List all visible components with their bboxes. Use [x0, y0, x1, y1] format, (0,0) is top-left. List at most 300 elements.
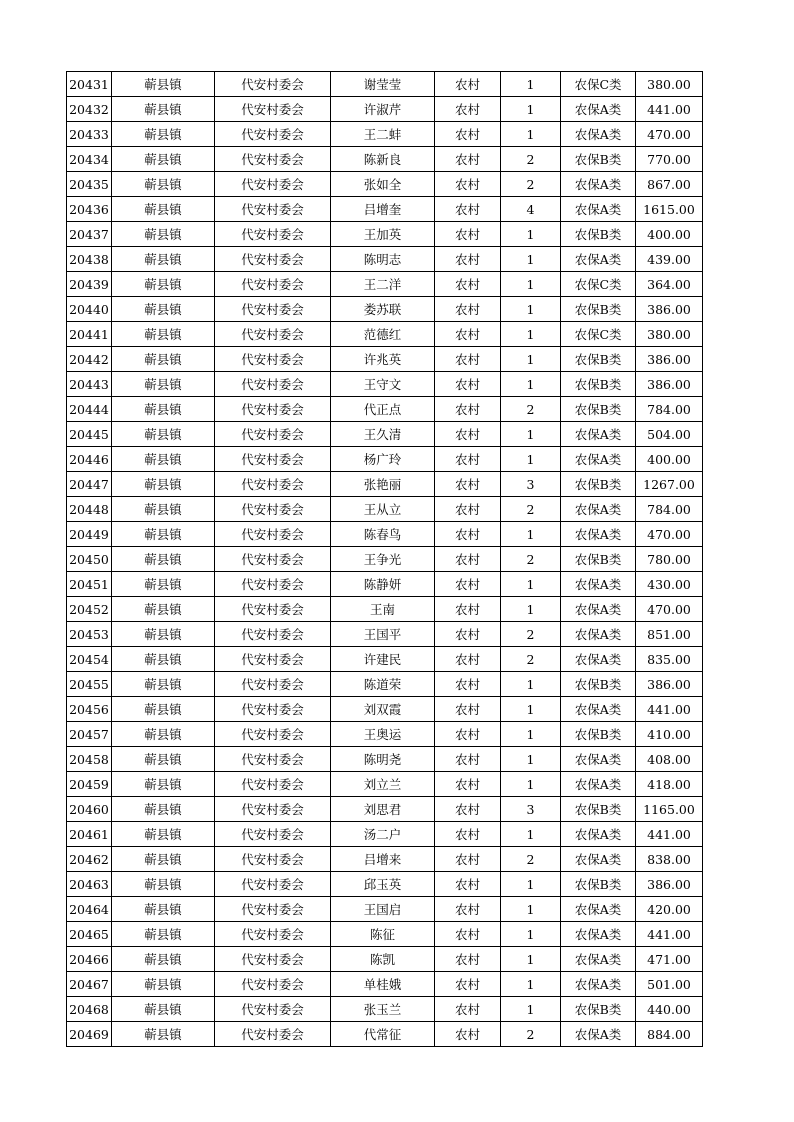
category-cell: 农保B类 [561, 222, 636, 247]
village-committee-cell: 代安村委会 [215, 697, 331, 722]
village-committee-cell: 代安村委会 [215, 672, 331, 697]
village-committee-cell: 代安村委会 [215, 422, 331, 447]
town-cell: 蕲县镇 [112, 797, 215, 822]
household-size-cell: 1 [501, 822, 561, 847]
amount-cell: 884.00 [636, 1022, 703, 1047]
record-id-cell: 20441 [67, 322, 112, 347]
name-cell: 王从立 [331, 497, 435, 522]
household-type-cell: 农村 [435, 647, 501, 672]
town-cell: 蕲县镇 [112, 947, 215, 972]
name-cell: 代常征 [331, 1022, 435, 1047]
category-cell: 农保A类 [561, 697, 636, 722]
household-type-cell: 农村 [435, 147, 501, 172]
record-id-cell: 20460 [67, 797, 112, 822]
household-type-cell: 农村 [435, 897, 501, 922]
table-row [67, 597, 703, 622]
amount-cell: 441.00 [636, 97, 703, 122]
table-row [67, 572, 703, 597]
town-cell: 蕲县镇 [112, 572, 215, 597]
town-cell: 蕲县镇 [112, 922, 215, 947]
amount-cell: 386.00 [636, 347, 703, 372]
amount-cell: 470.00 [636, 597, 703, 622]
record-id-cell: 20439 [67, 272, 112, 297]
household-size-cell: 2 [501, 647, 561, 672]
household-type-cell: 农村 [435, 822, 501, 847]
name-cell: 张玉兰 [331, 997, 435, 1022]
category-cell: 农保A类 [561, 122, 636, 147]
record-id-cell: 20438 [67, 247, 112, 272]
household-type-cell: 农村 [435, 372, 501, 397]
household-type-cell: 农村 [435, 722, 501, 747]
town-cell: 蕲县镇 [112, 672, 215, 697]
household-size-cell: 3 [501, 472, 561, 497]
table-row [67, 947, 703, 972]
table-body [67, 72, 703, 1047]
name-cell: 邱玉英 [331, 872, 435, 897]
amount-cell: 470.00 [636, 122, 703, 147]
record-id-cell: 20464 [67, 897, 112, 922]
category-cell: 农保A类 [561, 197, 636, 222]
amount-cell: 439.00 [636, 247, 703, 272]
record-id-cell: 20449 [67, 522, 112, 547]
household-size-cell: 1 [501, 447, 561, 472]
table-row [67, 922, 703, 947]
name-cell: 张艳丽 [331, 472, 435, 497]
village-committee-cell: 代安村委会 [215, 797, 331, 822]
household-type-cell: 农村 [435, 347, 501, 372]
town-cell: 蕲县镇 [112, 297, 215, 322]
amount-cell: 386.00 [636, 372, 703, 397]
record-id-cell: 20442 [67, 347, 112, 372]
household-size-cell: 1 [501, 422, 561, 447]
household-type-cell: 农村 [435, 972, 501, 997]
category-cell: 农保B类 [561, 872, 636, 897]
table-row [67, 422, 703, 447]
village-committee-cell: 代安村委会 [215, 647, 331, 672]
amount-cell: 770.00 [636, 147, 703, 172]
amount-cell: 420.00 [636, 897, 703, 922]
table-row [67, 897, 703, 922]
record-id-cell: 20433 [67, 122, 112, 147]
name-cell: 吕增来 [331, 847, 435, 872]
table-row [67, 497, 703, 522]
amount-cell: 441.00 [636, 697, 703, 722]
amount-cell: 1615.00 [636, 197, 703, 222]
village-committee-cell: 代安村委会 [215, 97, 331, 122]
record-id-cell: 20434 [67, 147, 112, 172]
household-size-cell: 1 [501, 747, 561, 772]
name-cell: 陈静妍 [331, 572, 435, 597]
record-id-cell: 20453 [67, 622, 112, 647]
name-cell: 王国启 [331, 897, 435, 922]
village-committee-cell: 代安村委会 [215, 197, 331, 222]
household-size-cell: 1 [501, 122, 561, 147]
category-cell: 农保B类 [561, 797, 636, 822]
amount-cell: 400.00 [636, 222, 703, 247]
town-cell: 蕲县镇 [112, 647, 215, 672]
table-row [67, 672, 703, 697]
category-cell: 农保A类 [561, 922, 636, 947]
village-committee-cell: 代安村委会 [215, 72, 331, 97]
household-size-cell: 1 [501, 347, 561, 372]
household-type-cell: 农村 [435, 522, 501, 547]
record-id-cell: 20463 [67, 872, 112, 897]
table-row [67, 122, 703, 147]
village-committee-cell: 代安村委会 [215, 972, 331, 997]
household-size-cell: 1 [501, 897, 561, 922]
table-row [67, 1022, 703, 1047]
table-row [67, 797, 703, 822]
household-type-cell: 农村 [435, 497, 501, 522]
table-row [67, 747, 703, 772]
category-cell: 农保A类 [561, 572, 636, 597]
town-cell: 蕲县镇 [112, 997, 215, 1022]
name-cell: 陈征 [331, 922, 435, 947]
name-cell: 王守文 [331, 372, 435, 397]
record-id-cell: 20431 [67, 72, 112, 97]
town-cell: 蕲县镇 [112, 622, 215, 647]
household-size-cell: 1 [501, 272, 561, 297]
household-size-cell: 1 [501, 247, 561, 272]
name-cell: 陈春鸟 [331, 522, 435, 547]
village-committee-cell: 代安村委会 [215, 522, 331, 547]
amount-cell: 380.00 [636, 72, 703, 97]
record-id-cell: 20456 [67, 697, 112, 722]
record-id-cell: 20450 [67, 547, 112, 572]
category-cell: 农保A类 [561, 497, 636, 522]
table-row [67, 472, 703, 497]
amount-cell: 501.00 [636, 972, 703, 997]
household-size-cell: 4 [501, 197, 561, 222]
amount-cell: 784.00 [636, 497, 703, 522]
amount-cell: 408.00 [636, 747, 703, 772]
village-committee-cell: 代安村委会 [215, 897, 331, 922]
record-id-cell: 20443 [67, 372, 112, 397]
record-id-cell: 20469 [67, 1022, 112, 1047]
town-cell: 蕲县镇 [112, 1022, 215, 1047]
name-cell: 杨广玲 [331, 447, 435, 472]
name-cell: 王久清 [331, 422, 435, 447]
village-committee-cell: 代安村委会 [215, 622, 331, 647]
household-type-cell: 农村 [435, 922, 501, 947]
town-cell: 蕲县镇 [112, 422, 215, 447]
record-id-cell: 20461 [67, 822, 112, 847]
record-id-cell: 20437 [67, 222, 112, 247]
village-committee-cell: 代安村委会 [215, 372, 331, 397]
name-cell: 王争光 [331, 547, 435, 572]
name-cell: 汤二户 [331, 822, 435, 847]
table-row [67, 72, 703, 97]
table-row [67, 822, 703, 847]
category-cell: 农保A类 [561, 647, 636, 672]
name-cell: 王二洋 [331, 272, 435, 297]
household-type-cell: 农村 [435, 547, 501, 572]
village-committee-cell: 代安村委会 [215, 747, 331, 772]
amount-cell: 1165.00 [636, 797, 703, 822]
record-id-cell: 20468 [67, 997, 112, 1022]
table-row [67, 722, 703, 747]
village-committee-cell: 代安村委会 [215, 772, 331, 797]
amount-cell: 400.00 [636, 447, 703, 472]
amount-cell: 1267.00 [636, 472, 703, 497]
household-size-cell: 1 [501, 297, 561, 322]
household-size-cell: 1 [501, 372, 561, 397]
town-cell: 蕲县镇 [112, 147, 215, 172]
village-committee-cell: 代安村委会 [215, 222, 331, 247]
record-id-cell: 20440 [67, 297, 112, 322]
amount-cell: 418.00 [636, 772, 703, 797]
category-cell: 农保A类 [561, 172, 636, 197]
record-id-cell: 20459 [67, 772, 112, 797]
record-id-cell: 20458 [67, 747, 112, 772]
category-cell: 农保B类 [561, 147, 636, 172]
village-committee-cell: 代安村委会 [215, 297, 331, 322]
household-size-cell: 1 [501, 322, 561, 347]
household-type-cell: 农村 [435, 122, 501, 147]
record-id-cell: 20445 [67, 422, 112, 447]
household-size-cell: 3 [501, 797, 561, 822]
household-size-cell: 1 [501, 947, 561, 972]
table-row [67, 322, 703, 347]
town-cell: 蕲县镇 [112, 197, 215, 222]
household-size-cell: 1 [501, 222, 561, 247]
name-cell: 刘立兰 [331, 772, 435, 797]
amount-cell: 364.00 [636, 272, 703, 297]
name-cell: 代正点 [331, 397, 435, 422]
village-committee-cell: 代安村委会 [215, 447, 331, 472]
table-row [67, 147, 703, 172]
household-size-cell: 1 [501, 722, 561, 747]
name-cell: 刘思君 [331, 797, 435, 822]
record-id-cell: 20455 [67, 672, 112, 697]
category-cell: 农保A类 [561, 1022, 636, 1047]
household-size-cell: 2 [501, 497, 561, 522]
amount-cell: 386.00 [636, 872, 703, 897]
name-cell: 许建民 [331, 647, 435, 672]
household-type-cell: 农村 [435, 872, 501, 897]
table-row [67, 997, 703, 1022]
town-cell: 蕲县镇 [112, 397, 215, 422]
village-committee-cell: 代安村委会 [215, 547, 331, 572]
town-cell: 蕲县镇 [112, 447, 215, 472]
town-cell: 蕲县镇 [112, 172, 215, 197]
name-cell: 吕增奎 [331, 197, 435, 222]
amount-cell: 784.00 [636, 397, 703, 422]
town-cell: 蕲县镇 [112, 722, 215, 747]
household-size-cell: 1 [501, 72, 561, 97]
category-cell: 农保B类 [561, 672, 636, 697]
record-id-cell: 20465 [67, 922, 112, 947]
amount-cell: 838.00 [636, 847, 703, 872]
category-cell: 农保B类 [561, 722, 636, 747]
household-type-cell: 农村 [435, 1022, 501, 1047]
category-cell: 农保A类 [561, 522, 636, 547]
household-size-cell: 1 [501, 997, 561, 1022]
household-size-cell: 1 [501, 697, 561, 722]
household-type-cell: 农村 [435, 222, 501, 247]
name-cell: 谢莹莹 [331, 72, 435, 97]
table-row [67, 972, 703, 997]
name-cell: 单桂娥 [331, 972, 435, 997]
category-cell: 农保A类 [561, 422, 636, 447]
household-size-cell: 1 [501, 572, 561, 597]
household-size-cell: 1 [501, 922, 561, 947]
household-type-cell: 农村 [435, 272, 501, 297]
household-type-cell: 农村 [435, 322, 501, 347]
name-cell: 许淑芹 [331, 97, 435, 122]
town-cell: 蕲县镇 [112, 972, 215, 997]
town-cell: 蕲县镇 [112, 347, 215, 372]
household-type-cell: 农村 [435, 997, 501, 1022]
household-type-cell: 农村 [435, 72, 501, 97]
category-cell: 农保B类 [561, 297, 636, 322]
town-cell: 蕲县镇 [112, 497, 215, 522]
record-id-cell: 20448 [67, 497, 112, 522]
household-type-cell: 农村 [435, 297, 501, 322]
record-id-cell: 20457 [67, 722, 112, 747]
town-cell: 蕲县镇 [112, 822, 215, 847]
town-cell: 蕲县镇 [112, 697, 215, 722]
village-committee-cell: 代安村委会 [215, 572, 331, 597]
amount-cell: 441.00 [636, 822, 703, 847]
household-size-cell: 1 [501, 872, 561, 897]
name-cell: 范德红 [331, 322, 435, 347]
record-id-cell: 20432 [67, 97, 112, 122]
town-cell: 蕲县镇 [112, 847, 215, 872]
village-committee-cell: 代安村委会 [215, 722, 331, 747]
category-cell: 农保A类 [561, 597, 636, 622]
name-cell: 王国平 [331, 622, 435, 647]
table-row [67, 447, 703, 472]
household-size-cell: 1 [501, 672, 561, 697]
table-row [67, 247, 703, 272]
name-cell: 王南 [331, 597, 435, 622]
village-committee-cell: 代安村委会 [215, 147, 331, 172]
town-cell: 蕲县镇 [112, 247, 215, 272]
household-type-cell: 农村 [435, 847, 501, 872]
village-committee-cell: 代安村委会 [215, 122, 331, 147]
household-type-cell: 农村 [435, 572, 501, 597]
household-size-cell: 1 [501, 772, 561, 797]
household-size-cell: 2 [501, 547, 561, 572]
record-id-cell: 20466 [67, 947, 112, 972]
record-id-cell: 20451 [67, 572, 112, 597]
household-size-cell: 2 [501, 847, 561, 872]
table-row [67, 697, 703, 722]
amount-cell: 441.00 [636, 922, 703, 947]
name-cell: 陈凯 [331, 947, 435, 972]
household-size-cell: 2 [501, 172, 561, 197]
name-cell: 刘双霞 [331, 697, 435, 722]
name-cell: 王二蚌 [331, 122, 435, 147]
village-committee-cell: 代安村委会 [215, 497, 331, 522]
amount-cell: 440.00 [636, 997, 703, 1022]
village-committee-cell: 代安村委会 [215, 947, 331, 972]
household-type-cell: 农村 [435, 947, 501, 972]
table-row [67, 847, 703, 872]
village-committee-cell: 代安村委会 [215, 997, 331, 1022]
village-committee-cell: 代安村委会 [215, 347, 331, 372]
name-cell: 王加英 [331, 222, 435, 247]
town-cell: 蕲县镇 [112, 222, 215, 247]
category-cell: 农保B类 [561, 997, 636, 1022]
town-cell: 蕲县镇 [112, 897, 215, 922]
amount-cell: 380.00 [636, 322, 703, 347]
town-cell: 蕲县镇 [112, 72, 215, 97]
table-row [67, 647, 703, 672]
table-row [67, 522, 703, 547]
household-type-cell: 农村 [435, 422, 501, 447]
record-id-cell: 20454 [67, 647, 112, 672]
category-cell: 农保C类 [561, 272, 636, 297]
category-cell: 农保C类 [561, 322, 636, 347]
town-cell: 蕲县镇 [112, 547, 215, 572]
category-cell: 农保A类 [561, 622, 636, 647]
category-cell: 农保A类 [561, 972, 636, 997]
village-committee-cell: 代安村委会 [215, 272, 331, 297]
town-cell: 蕲县镇 [112, 122, 215, 147]
household-type-cell: 农村 [435, 597, 501, 622]
household-type-cell: 农村 [435, 747, 501, 772]
record-id-cell: 20444 [67, 397, 112, 422]
category-cell: 农保A类 [561, 947, 636, 972]
village-committee-cell: 代安村委会 [215, 172, 331, 197]
table-row [67, 547, 703, 572]
village-committee-cell: 代安村委会 [215, 872, 331, 897]
relief-roster-table [66, 71, 703, 1047]
amount-cell: 471.00 [636, 947, 703, 972]
village-committee-cell: 代安村委会 [215, 322, 331, 347]
village-committee-cell: 代安村委会 [215, 922, 331, 947]
town-cell: 蕲县镇 [112, 472, 215, 497]
amount-cell: 835.00 [636, 647, 703, 672]
household-type-cell: 农村 [435, 797, 501, 822]
table-row [67, 172, 703, 197]
town-cell: 蕲县镇 [112, 872, 215, 897]
table-row [67, 297, 703, 322]
town-cell: 蕲县镇 [112, 272, 215, 297]
town-cell: 蕲县镇 [112, 522, 215, 547]
table-row [67, 372, 703, 397]
record-id-cell: 20435 [67, 172, 112, 197]
table-row [67, 222, 703, 247]
category-cell: 农保C类 [561, 72, 636, 97]
record-id-cell: 20446 [67, 447, 112, 472]
amount-cell: 386.00 [636, 672, 703, 697]
name-cell: 王奥运 [331, 722, 435, 747]
household-type-cell: 农村 [435, 772, 501, 797]
amount-cell: 851.00 [636, 622, 703, 647]
village-committee-cell: 代安村委会 [215, 397, 331, 422]
name-cell: 陈道荣 [331, 672, 435, 697]
amount-cell: 470.00 [636, 522, 703, 547]
household-type-cell: 农村 [435, 622, 501, 647]
household-size-cell: 2 [501, 622, 561, 647]
name-cell: 陈新良 [331, 147, 435, 172]
town-cell: 蕲县镇 [112, 97, 215, 122]
table-row [67, 272, 703, 297]
town-cell: 蕲县镇 [112, 372, 215, 397]
category-cell: 农保B类 [561, 372, 636, 397]
village-committee-cell: 代安村委会 [215, 247, 331, 272]
table-row [67, 397, 703, 422]
category-cell: 农保A类 [561, 747, 636, 772]
household-size-cell: 1 [501, 972, 561, 997]
name-cell: 许兆英 [331, 347, 435, 372]
household-size-cell: 2 [501, 397, 561, 422]
household-type-cell: 农村 [435, 197, 501, 222]
table-row [67, 872, 703, 897]
